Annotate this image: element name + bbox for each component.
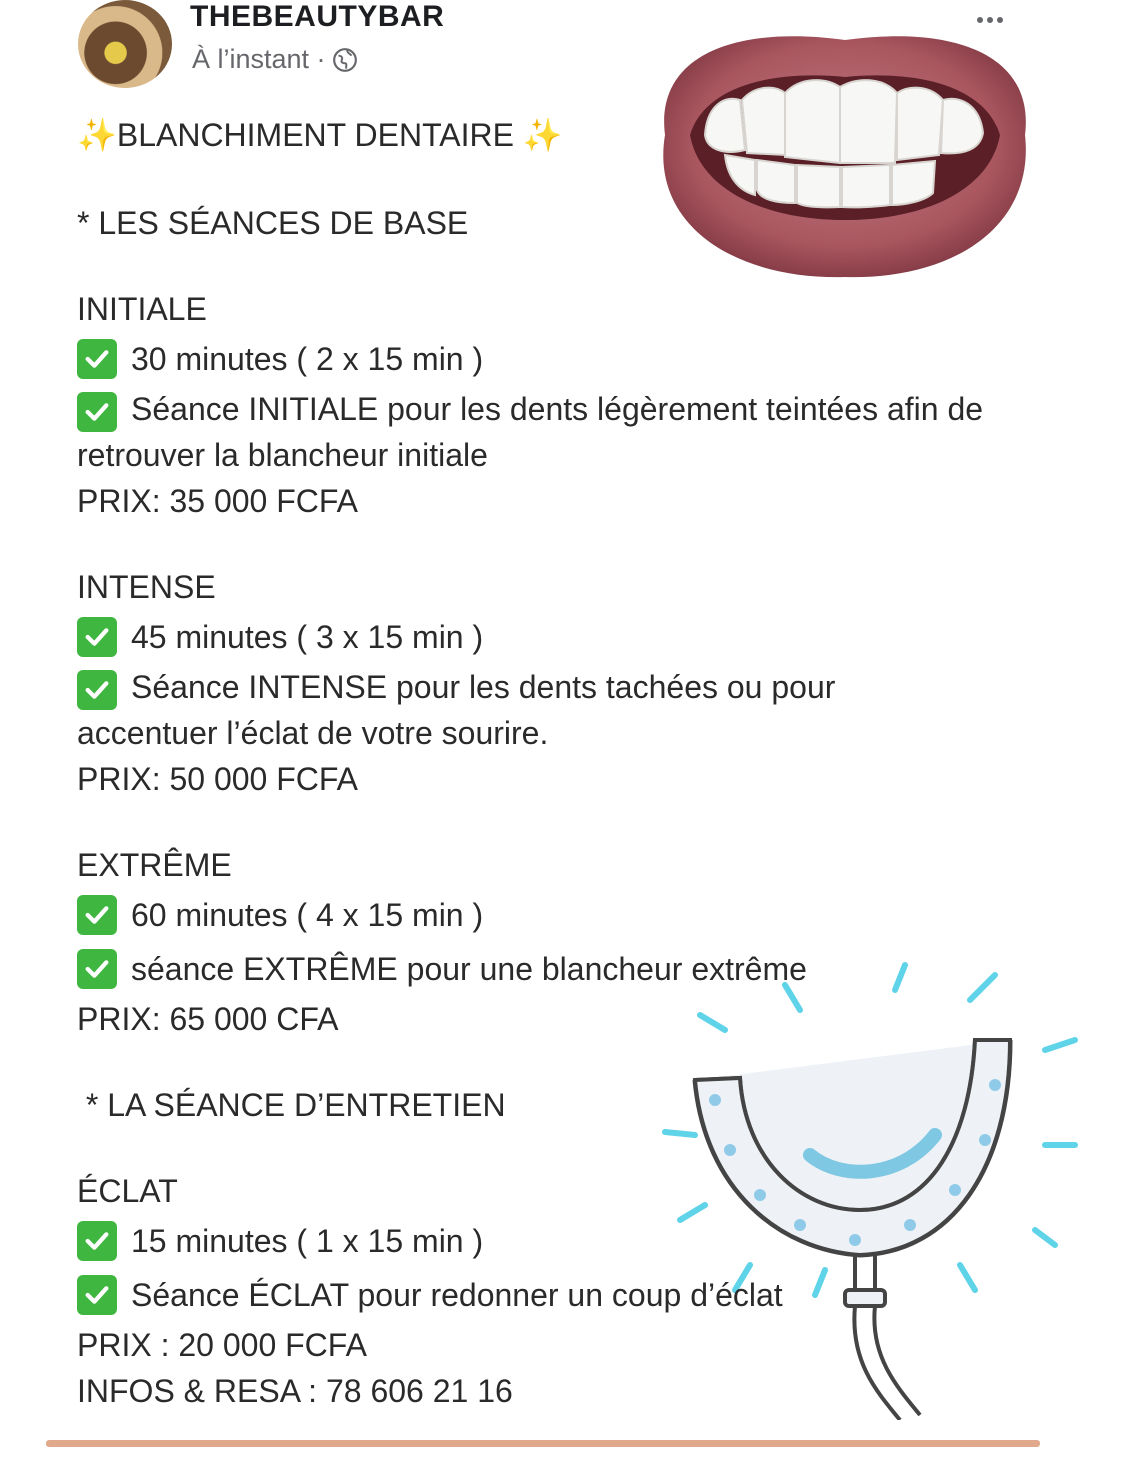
check-mark-icon	[77, 392, 117, 432]
eclat-duration: 15 minutes ( 1 x 15 min )	[131, 1223, 484, 1259]
initiale-price: PRIX: 35 000 FCFA	[77, 483, 359, 519]
extreme-price: PRIX: 65 000 CFA	[77, 1001, 339, 1037]
intense-price: PRIX: 50 000 FCFA	[77, 761, 359, 797]
check-mark-icon	[77, 949, 117, 989]
check-mark-icon	[77, 617, 117, 657]
initiale-duration: 30 minutes ( 2 x 15 min )	[131, 341, 484, 377]
intense-description-row	[77, 664, 897, 756]
eclat-name: ÉCLAT	[77, 1173, 178, 1209]
initiale-description: Séance INITIALE pour les dents légèrement teintées afin de retrouver la blancheur initiale	[77, 391, 984, 473]
eclat-duration-row	[77, 1214, 1037, 1268]
contact-info: INFOS & RESA : 78 606 21 16	[77, 1373, 513, 1409]
post-body	[77, 112, 1037, 1414]
divider-bar	[46, 1440, 1040, 1447]
check-mark-icon	[77, 1275, 117, 1315]
extreme-name: EXTRÊME	[77, 847, 232, 883]
check-mark-icon	[77, 1221, 117, 1261]
intense-duration-row	[77, 610, 1037, 664]
author-name[interactable]: THEBEAUTYBAR	[190, 0, 445, 33]
section-basic-heading: * LES SÉANCES DE BASE	[77, 205, 469, 241]
extreme-description-row	[77, 942, 1037, 996]
author-avatar[interactable]	[78, 0, 172, 88]
check-mark-icon	[77, 670, 117, 710]
eclat-price: PRIX : 20 000 FCFA	[77, 1327, 367, 1363]
eclat-description: Séance ÉCLAT pour redonner un coup d’éclat	[131, 1277, 783, 1313]
check-mark-icon	[77, 339, 117, 379]
post-title: ✨BLANCHIMENT DENTAIRE ✨	[77, 117, 563, 153]
initiale-description-row	[77, 386, 1037, 478]
check-mark-icon	[77, 895, 117, 935]
extreme-duration: 60 minutes ( 4 x 15 min )	[131, 897, 484, 933]
initiale-duration-row	[77, 332, 1037, 386]
section-maintenance-heading: * LA SÉANCE D’ENTRETIEN	[77, 1087, 506, 1123]
eclat-description-row	[77, 1268, 1037, 1322]
post-meta	[192, 44, 358, 75]
post-timestamp[interactable]: À l’instant ·	[192, 44, 326, 74]
intense-description: Séance INTENSE pour les dents tachées ou pour accentuer l’éclat de votre sourire.	[77, 669, 836, 751]
intense-name: INTENSE	[77, 569, 216, 605]
intense-duration: 45 minutes ( 3 x 15 min )	[131, 619, 484, 655]
initiale-name: INITIALE	[77, 291, 207, 327]
extreme-description: séance EXTRÊME pour une blancheur extrême	[131, 951, 807, 987]
extreme-duration-row	[77, 888, 1037, 942]
globe-icon	[332, 47, 358, 73]
